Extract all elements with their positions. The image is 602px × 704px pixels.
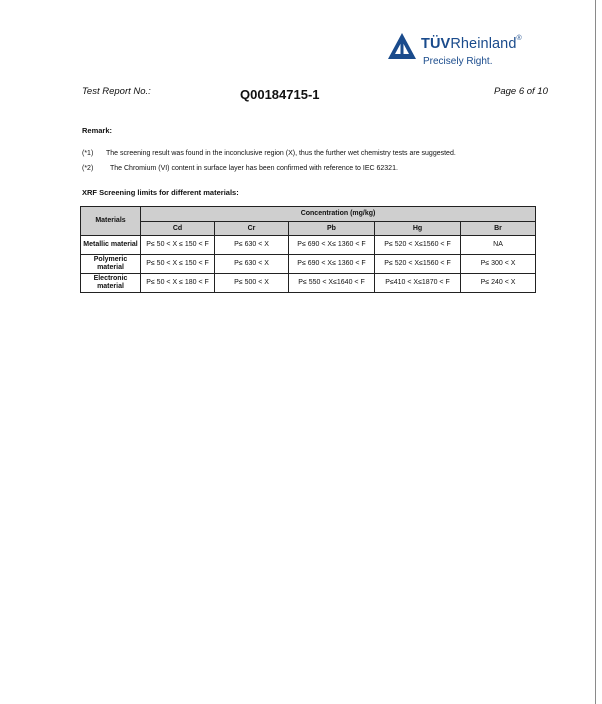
table-cell: P≤ 690 < X≤ 1360 < F xyxy=(289,236,375,255)
table-cell: NA xyxy=(461,236,536,255)
table-cell: P≤ 630 < X xyxy=(215,236,289,255)
concentration-header: Concentration (mg/kg) xyxy=(141,207,536,222)
table-cell: P≤ 550 < X≤1640 < F xyxy=(289,274,375,293)
material-cell: Electronic material xyxy=(81,274,141,293)
material-cell: Polymeric material xyxy=(81,255,141,274)
materials-header: Materials xyxy=(81,207,141,236)
report-number-label: Test Report No.: xyxy=(82,86,151,97)
table-row xyxy=(81,255,536,274)
table-cell: P≤ 500 < X xyxy=(215,274,289,293)
table-cell: P≤ 690 < X≤ 1360 < F xyxy=(289,255,375,274)
note-mark: (*1) xyxy=(82,150,94,157)
note-text: The Chromium (VI) content in surface layer has been confirmed with reference to IEC 62321. xyxy=(110,165,398,172)
triangle-logo-icon xyxy=(387,32,417,60)
material-cell: Metallic material xyxy=(81,236,141,255)
page-indicator: Page 6 of 10 xyxy=(494,86,548,97)
brand-tagline: Precisely Right. xyxy=(423,56,493,67)
table-cell: P≤ 520 < X≤1560 < F xyxy=(375,236,461,255)
remark-title: Remark: xyxy=(82,126,113,135)
table-cell: P≤ 50 < X ≤ 150 < F xyxy=(141,255,215,274)
registered-mark: ® xyxy=(516,35,522,42)
table-cell: P≤410 < X≤1870 < F xyxy=(375,274,461,293)
note-mark: (*2) xyxy=(82,165,94,172)
column-header-pb: Pb xyxy=(289,222,375,236)
remark-note xyxy=(82,165,398,172)
table-cell: P≤ 630 < X xyxy=(215,255,289,274)
remark-note xyxy=(82,150,456,157)
tuv-logo xyxy=(387,28,537,72)
xrf-section-title: XRF Screening limits for different materials: xyxy=(82,188,239,197)
note-text: The screening result was found in the inconclusive region (X), thus the further wet chemistry tests are suggested. xyxy=(106,150,456,157)
brand-suffix: Rheinland xyxy=(450,36,517,52)
table-cell: P≤ 240 < X xyxy=(461,274,536,293)
table-cell: P≤ 300 < X xyxy=(461,255,536,274)
brand-name xyxy=(421,36,522,52)
table-cell: P≤ 50 < X ≤ 180 < F xyxy=(141,274,215,293)
brand-prefix: TÜV xyxy=(421,36,451,52)
table-cell: P≤ 50 < X ≤ 150 < F xyxy=(141,236,215,255)
table-row xyxy=(81,274,536,293)
column-header-br: Br xyxy=(461,222,536,236)
report-number: Q00184715-1 xyxy=(240,87,320,102)
column-header-cr: Cr xyxy=(215,222,289,236)
table-row xyxy=(81,236,536,255)
xrf-limits-table xyxy=(80,206,536,293)
column-header-hg: Hg xyxy=(375,222,461,236)
table-cell: P≤ 520 < X≤1560 < F xyxy=(375,255,461,274)
column-header-cd: Cd xyxy=(141,222,215,236)
